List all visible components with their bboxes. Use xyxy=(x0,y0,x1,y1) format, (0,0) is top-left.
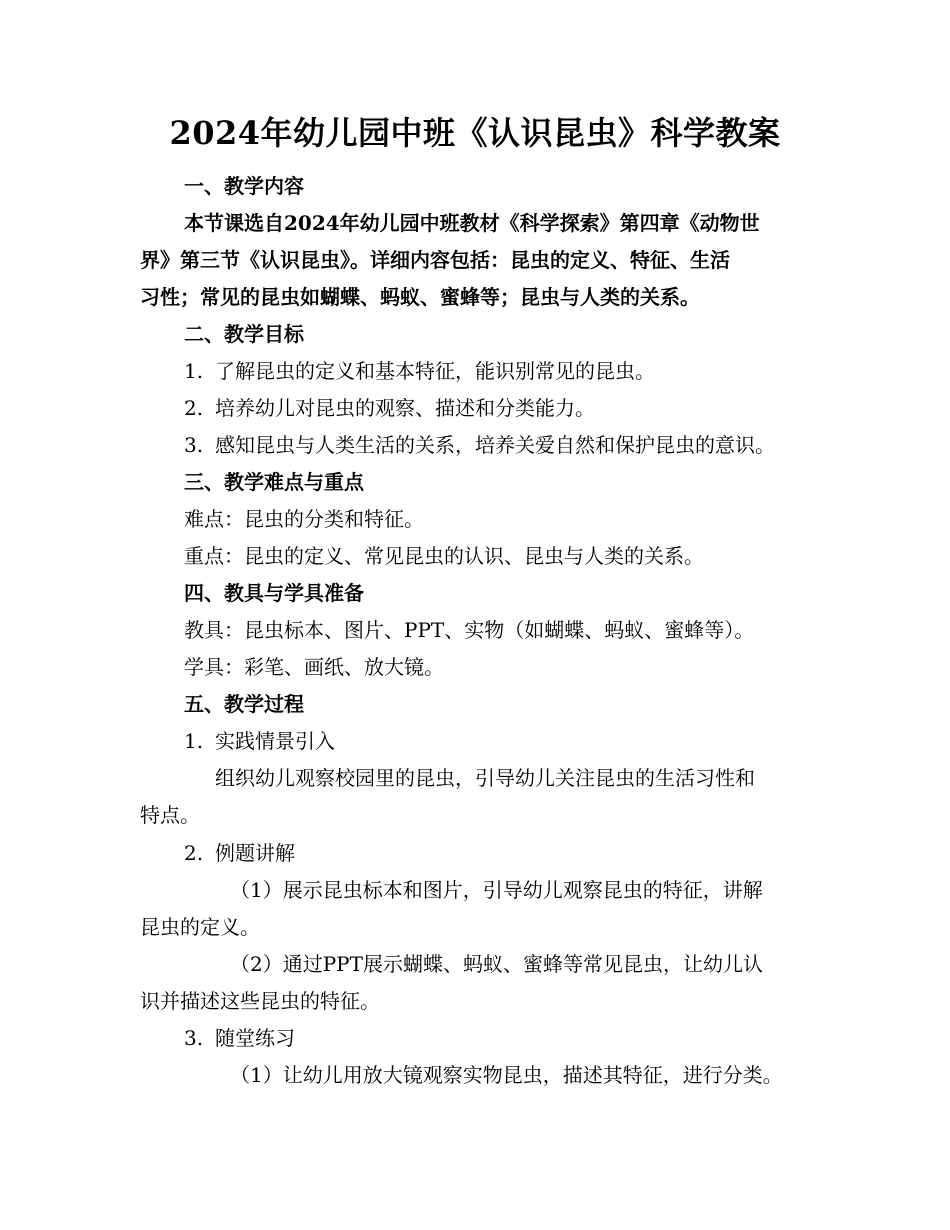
learning-aids-text: 学具：彩笔、画纸、放大镜。 xyxy=(184,655,444,679)
step-heading xyxy=(184,843,295,863)
difficulty-text: 难点：昆虫的分类和特征。 xyxy=(184,507,424,531)
paragraph-line: 特点。 xyxy=(140,803,200,827)
list-item xyxy=(184,361,655,381)
document-title: 2024年幼儿园中班《认识昆虫》科学教案 xyxy=(169,114,781,152)
paragraph-line: （1）让幼儿用放大镜观察实物昆虫，描述其特征，进行分类。 xyxy=(230,1063,783,1087)
step-number: 3. xyxy=(184,1026,204,1050)
teaching-aids-text: 教具：昆虫标本、图片、PPT、实物（如蝴蝶、蚂蚁、蜜蜂等）。 xyxy=(184,618,755,642)
step-title: 实践情景引入 xyxy=(215,729,335,753)
step-number: 2. xyxy=(184,841,204,865)
step-number: 1. xyxy=(184,729,204,753)
list-item-text: 了解昆虫的定义和基本特征，能识别常见的昆虫。 xyxy=(215,359,655,383)
paragraph-line: 昆虫的定义。 xyxy=(140,915,260,939)
step-title: 例题讲解 xyxy=(215,841,295,865)
section-heading-objectives: 二、教学目标 xyxy=(184,322,304,346)
list-item-number: 2. xyxy=(184,396,204,420)
list-item-text: 培养幼儿对昆虫的观察、描述和分类能力。 xyxy=(215,396,595,420)
section-heading-process: 五、教学过程 xyxy=(184,692,304,716)
paragraph-line: （2）通过PPT展示蝴蝶、蚂蚁、蜜蜂等常见昆虫，让幼儿认 xyxy=(230,952,763,976)
paragraph-line: （1）展示昆虫标本和图片，引导幼儿观察昆虫的特征，讲解 xyxy=(230,878,763,902)
step-heading xyxy=(184,731,335,751)
paragraph-line: 本节课选自2024年幼儿园中班教材《科学探索》第四章《动物世 xyxy=(184,211,760,235)
paragraph-line: 习性；常见的昆虫如蝴蝶、蚂蚁、蜜蜂等；昆虫与人类的关系。 xyxy=(140,285,700,309)
list-item-number: 3. xyxy=(184,433,204,457)
step-title: 随堂练习 xyxy=(215,1026,295,1050)
paragraph-line: 识并描述这些昆虫的特征。 xyxy=(140,989,380,1013)
paragraph-line: 组织幼儿观察校园里的昆虫，引导幼儿关注昆虫的生活习性和 xyxy=(215,766,755,790)
list-item-number: 1. xyxy=(184,359,204,383)
paragraph-line: 界》第三节《认识昆虫》。详细内容包括：昆虫的定义、特征、生活 xyxy=(140,248,730,272)
list-item xyxy=(184,435,775,455)
list-item-text: 感知昆虫与人类生活的关系，培养关爱自然和保护昆虫的意识。 xyxy=(215,433,775,457)
section-heading-content: 一、教学内容 xyxy=(184,174,304,198)
section-heading-difficulty-focus: 三、教学难点与重点 xyxy=(184,470,364,494)
step-heading xyxy=(184,1028,295,1048)
section-heading-materials: 四、教具与学具准备 xyxy=(184,581,364,605)
focus-text: 重点：昆虫的定义、常见昆虫的认识、昆虫与人类的关系。 xyxy=(184,544,704,568)
list-item xyxy=(184,398,595,418)
